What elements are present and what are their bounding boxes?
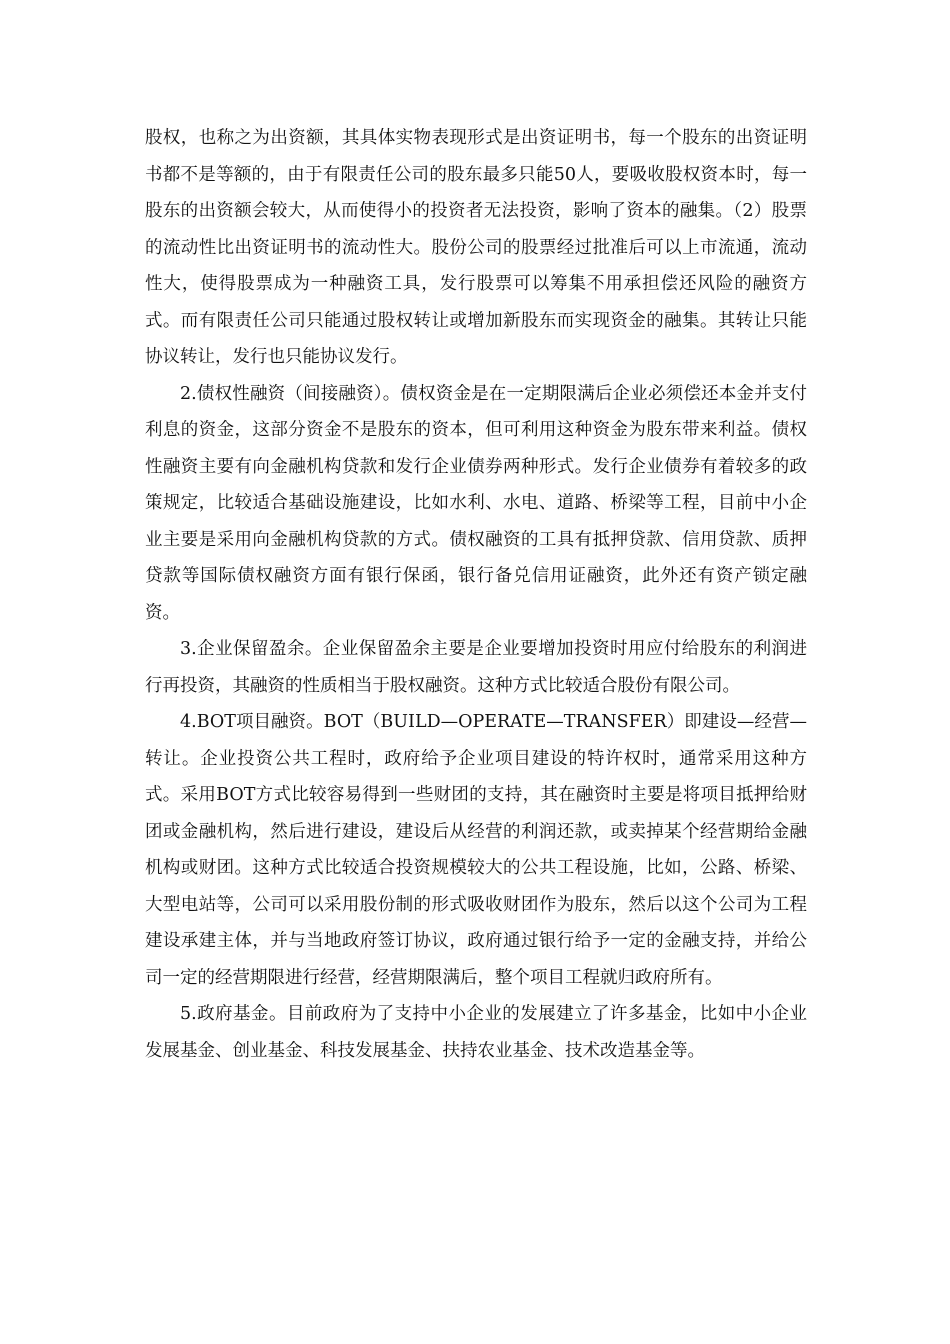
document-body xyxy=(145,120,807,1069)
paragraph-equity-continuation: 股权，也称之为出资额，其具体实物表现形式是出资证明书，每一个股东的出资证明书都不是等额的，由于有限责任公司的股东最多只能50人，要吸收股权资本时，每一股东的出资额会较大，从而使得小的投资者无法投资，影响了资本的融集。（2）股票的流动性比出资证明书的流动性大。股份公司的股票经过批准后可以上市流通，流动性大，使得股票成为一种融资工具，发行股票可以筹集不用承担偿还风险的融资方式。而有限责任公司只能通过股权转让或增加新股东而实现资金的融集。其转让只能协议转让，发行也只能协议发行。 xyxy=(145,128,807,367)
paragraph-government-funds: 5.政府基金。目前政府为了支持中小企业的发展建立了许多基金，比如中小企业发展基金、创业基金、科技发展基金、扶持农业基金、技术改造基金等。 xyxy=(145,1004,807,1061)
paragraph-bot-financing: 4.BOT项目融资。BOT（BUILD—OPERATE—TRANSFER）即建设—经营—转让。企业投资公共工程时，政府给予企业项目建设的特许权时，通常采用这种方式。采用BOT方式比较容易得到一些财团的支持，其在融资时主要是将项目抵押给财团或金融机构，然后进行建设，建设后从经营的利润还款，或卖掉某个经营期给金融机构或财团。这种方式比较适合投资规模较大的公共工程设施，比如，公路、桥梁、大型电站等，公司可以采用股份制的形式吸收财团作为股东，然后以这个公司为工程建设承建主体，并与当地政府签订协议，政府通过银行给予一定的金融支持，并给公司一定的经营期限进行经营，经营期限满后，整个项目工程就归政府所有。 xyxy=(145,712,807,988)
paragraph-debt-financing: 2.债权性融资（间接融资）。债权资金是在一定期限满后企业必须偿还本金并支付利息的资金，这部分资金不是股东的资本，但可利用这种资金为股东带来利益。债权性融资主要有向金融机构贷款和发行企业债券两种形式。发行企业债券有着较多的政策规定，比较适合基础设施建设，比如水利、水电、道路、桥梁等工程，目前中小企业主要是采用向金融机构贷款的方式。债权融资的工具有抵押贷款、信用贷款、质押贷款等国际债权融资方面有银行保函，银行备兑信用证融资，此外还有资产锁定融资。 xyxy=(145,383,807,623)
paragraph-retained-earnings: 3.企业保留盈余。企业保留盈余主要是企业要增加投资时用应付给股东的利润进行再投资，其融资的性质相当于股权融资。这种方式比较适合股份有限公司。 xyxy=(145,639,807,696)
